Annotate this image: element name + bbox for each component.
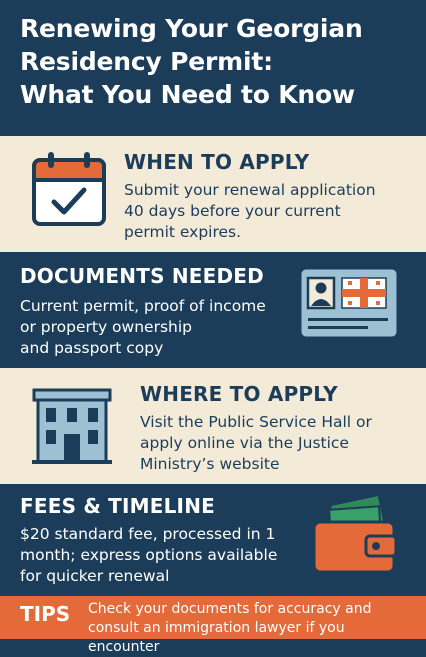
text-line: Submit your renewal application [124,181,376,199]
section-fees-timeline [0,484,426,596]
id-card-icon [298,266,400,340]
text-line: Visit the Public Service Hall or [140,413,372,431]
section-documents-needed [0,252,426,368]
title-line-2: Residency Permit: [20,47,273,76]
text-line: $20 standard fee, processed in 1 [20,525,276,543]
text-line: Current permit, proof of income [20,297,266,315]
page-title [20,12,426,111]
section-where-to-apply [0,368,426,484]
text-line: permit expires. [124,223,242,241]
text-line: or property ownership [20,318,192,336]
section-tips [0,596,426,655]
text-line: consult an immigration lawyer if you encounter [88,620,345,655]
section-heading: WHERE TO APPLY [140,382,338,406]
title-line-3: What You Need to Know [20,80,355,109]
section-text [140,412,372,475]
section-when-to-apply [0,136,426,252]
text-line: month; express options available [20,546,278,564]
building-icon [30,386,114,466]
section-heading: WHEN TO APPLY [124,150,310,174]
text-line: Check your documents for accuracy and [88,601,372,617]
section-heading: FEES & TIMELINE [20,494,215,518]
tips-heading: TIPS [20,602,71,626]
section-text [20,524,277,587]
wallet-icon [310,492,402,576]
tips-text [88,600,418,657]
title-banner [0,0,426,136]
title-line-1: Renewing Your Georgian [20,14,363,43]
text-line: Ministry’s website [140,455,280,473]
section-heading: DOCUMENTS NEEDED [20,264,264,288]
text-line: for quicker renewal [20,567,170,585]
section-text [20,296,266,359]
text-line: 40 days before your current [124,202,341,220]
text-line: apply online via the Justice [140,434,349,452]
text-line: and passport copy [20,339,164,357]
calendar-check-icon [30,150,108,228]
section-text [124,180,376,243]
